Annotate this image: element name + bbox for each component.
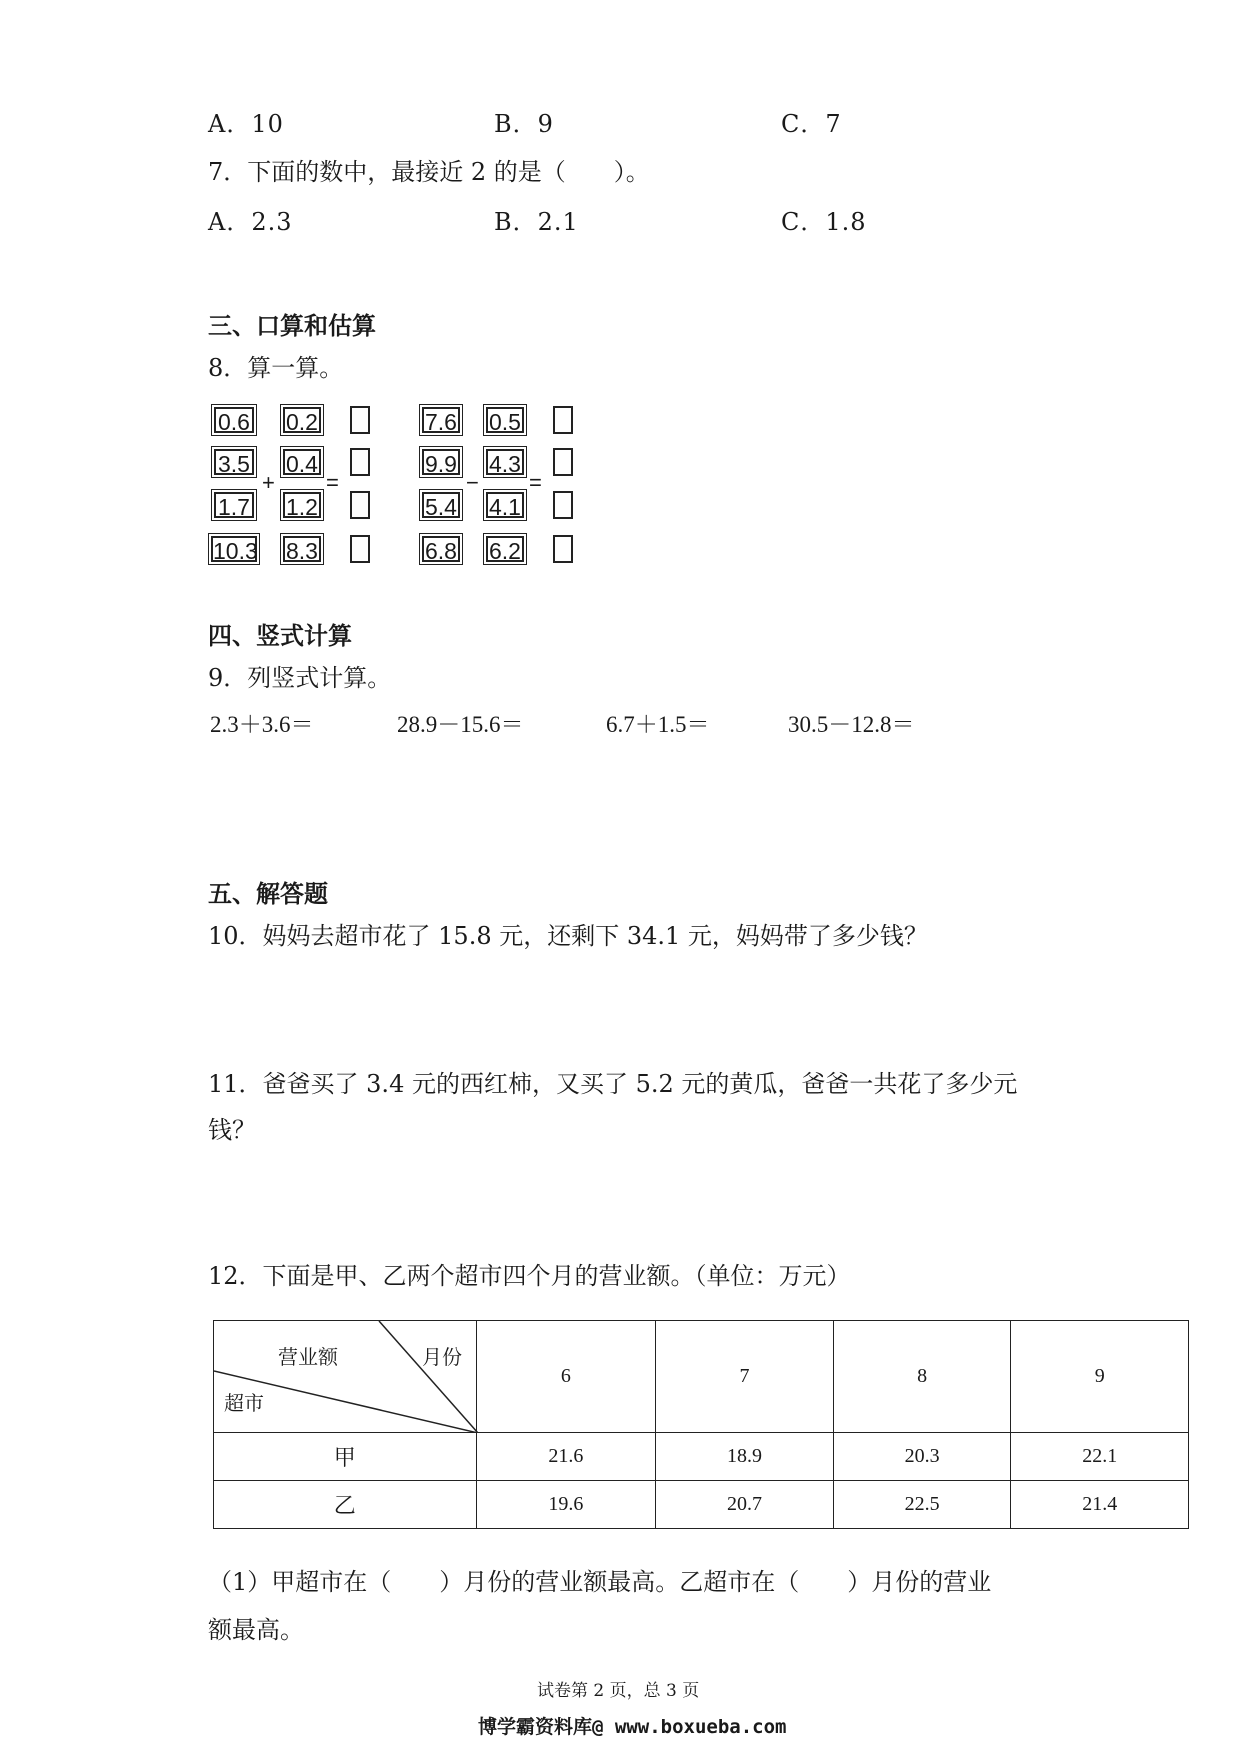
- answer-box[interactable]: [350, 535, 370, 563]
- q11-stem-cont: 钱？: [208, 1116, 256, 1144]
- answer-box[interactable]: [553, 406, 573, 434]
- month-header: 9: [1011, 1321, 1189, 1433]
- answer-box[interactable]: [350, 406, 370, 434]
- month-header: 8: [833, 1321, 1011, 1433]
- q7-option-a: A．2.3: [208, 208, 293, 236]
- q6-option-b: B．9: [494, 110, 554, 138]
- table-row: [214, 1433, 1189, 1481]
- diagonal-lines: [214, 1321, 478, 1433]
- vertical-calc: 30.5－12.8＝: [788, 712, 915, 737]
- add-left-box: 3.5: [214, 449, 254, 475]
- sub-left-box: 7.6: [422, 407, 460, 433]
- revenue-cell: 20.3: [833, 1433, 1011, 1481]
- answer-box[interactable]: [553, 535, 573, 563]
- answer-box[interactable]: [553, 491, 573, 519]
- add-left-box: 10.3: [213, 538, 258, 564]
- q6-option-a: A．10: [208, 110, 284, 138]
- equals-sign: =: [529, 470, 542, 495]
- q8-stem: 8．算一算。: [208, 354, 344, 382]
- add-left-box: 1.7: [214, 492, 254, 518]
- add-left-box: 0.6: [214, 407, 254, 433]
- sub-left-box: 5.4: [422, 492, 460, 518]
- section5-title: 五、解答题: [208, 880, 328, 908]
- revenue-cell: 22.5: [833, 1481, 1011, 1529]
- answer-box[interactable]: [553, 448, 573, 476]
- minus-sign: −: [466, 470, 479, 495]
- q11-stem: 11．爸爸买了 3.4 元的西红柿，又买了 5.2 元的黄瓜，爸爸一共花了多少元: [208, 1070, 1018, 1098]
- revenue-cell: 21.6: [476, 1433, 656, 1481]
- sub-right-box: 4.3: [486, 449, 524, 475]
- sub-left-box: 9.9: [422, 449, 460, 475]
- revenue-cell: 22.1: [1011, 1433, 1189, 1481]
- section4-title: 四、竖式计算: [208, 622, 352, 650]
- q7-option-c: C．1.8: [781, 208, 867, 236]
- sub-right-box: 6.2: [486, 536, 524, 562]
- sub-left-box: 6.8: [422, 536, 460, 562]
- add-right-box: 0.4: [283, 449, 321, 475]
- answer-box[interactable]: [350, 491, 370, 519]
- revenue-table: [213, 1320, 1189, 1529]
- header-market-label: 超市: [224, 1391, 264, 1415]
- table-diagonal-header: [214, 1321, 477, 1433]
- add-right-box: 1.2: [283, 492, 321, 518]
- add-right-box: 8.3: [283, 536, 321, 562]
- month-header: 6: [476, 1321, 656, 1433]
- vertical-calc: 6.7＋1.5＝: [606, 712, 710, 737]
- site-watermark: 博学霸资料库@ www.boxueba.com: [478, 1716, 787, 1738]
- q12-sub1: （1）甲超市在（ ）月份的营业额最高。乙超市在（ ）月份的营业: [208, 1568, 992, 1596]
- month-header: 7: [656, 1321, 834, 1433]
- revenue-cell: 20.7: [656, 1481, 834, 1529]
- q9-stem: 9．列竖式计算。: [208, 664, 392, 692]
- header-revenue-label: 营业额: [278, 1345, 338, 1369]
- answer-box[interactable]: [350, 448, 370, 476]
- equals-sign: =: [326, 470, 339, 495]
- section3-title: 三、口算和估算: [208, 312, 376, 340]
- header-month-label: 月份: [422, 1345, 462, 1369]
- market-name: 乙: [214, 1481, 477, 1529]
- q12-sub1-cont: 额最高。: [208, 1616, 304, 1644]
- vertical-calc: 28.9－15.6＝: [397, 712, 524, 737]
- plus-sign: +: [262, 470, 275, 495]
- q7-stem: 7．下面的数中，最接近 2 的是（ ）。: [208, 158, 650, 186]
- market-name: 甲: [214, 1433, 477, 1481]
- add-right-box: 0.2: [283, 407, 321, 433]
- q6-option-c: C．7: [781, 110, 842, 138]
- page-footer: 试卷第 2 页，总 3 页: [537, 1681, 700, 1701]
- q10-stem: 10．妈妈去超市花了 15.8 元，还剩下 34.1 元，妈妈带了多少钱？: [208, 922, 928, 950]
- sub-right-box: 0.5: [486, 407, 524, 433]
- q7-option-b: B．2.1: [494, 208, 579, 236]
- table-row: [214, 1481, 1189, 1529]
- revenue-cell: 21.4: [1011, 1481, 1189, 1529]
- revenue-cell: 18.9: [656, 1433, 834, 1481]
- revenue-cell: 19.6: [476, 1481, 656, 1529]
- sub-right-box: 4.1: [486, 492, 524, 518]
- vertical-calc: 2.3＋3.6＝: [210, 712, 314, 737]
- q12-stem: 12．下面是甲、乙两个超市四个月的营业额。（单位：万元）: [208, 1262, 851, 1290]
